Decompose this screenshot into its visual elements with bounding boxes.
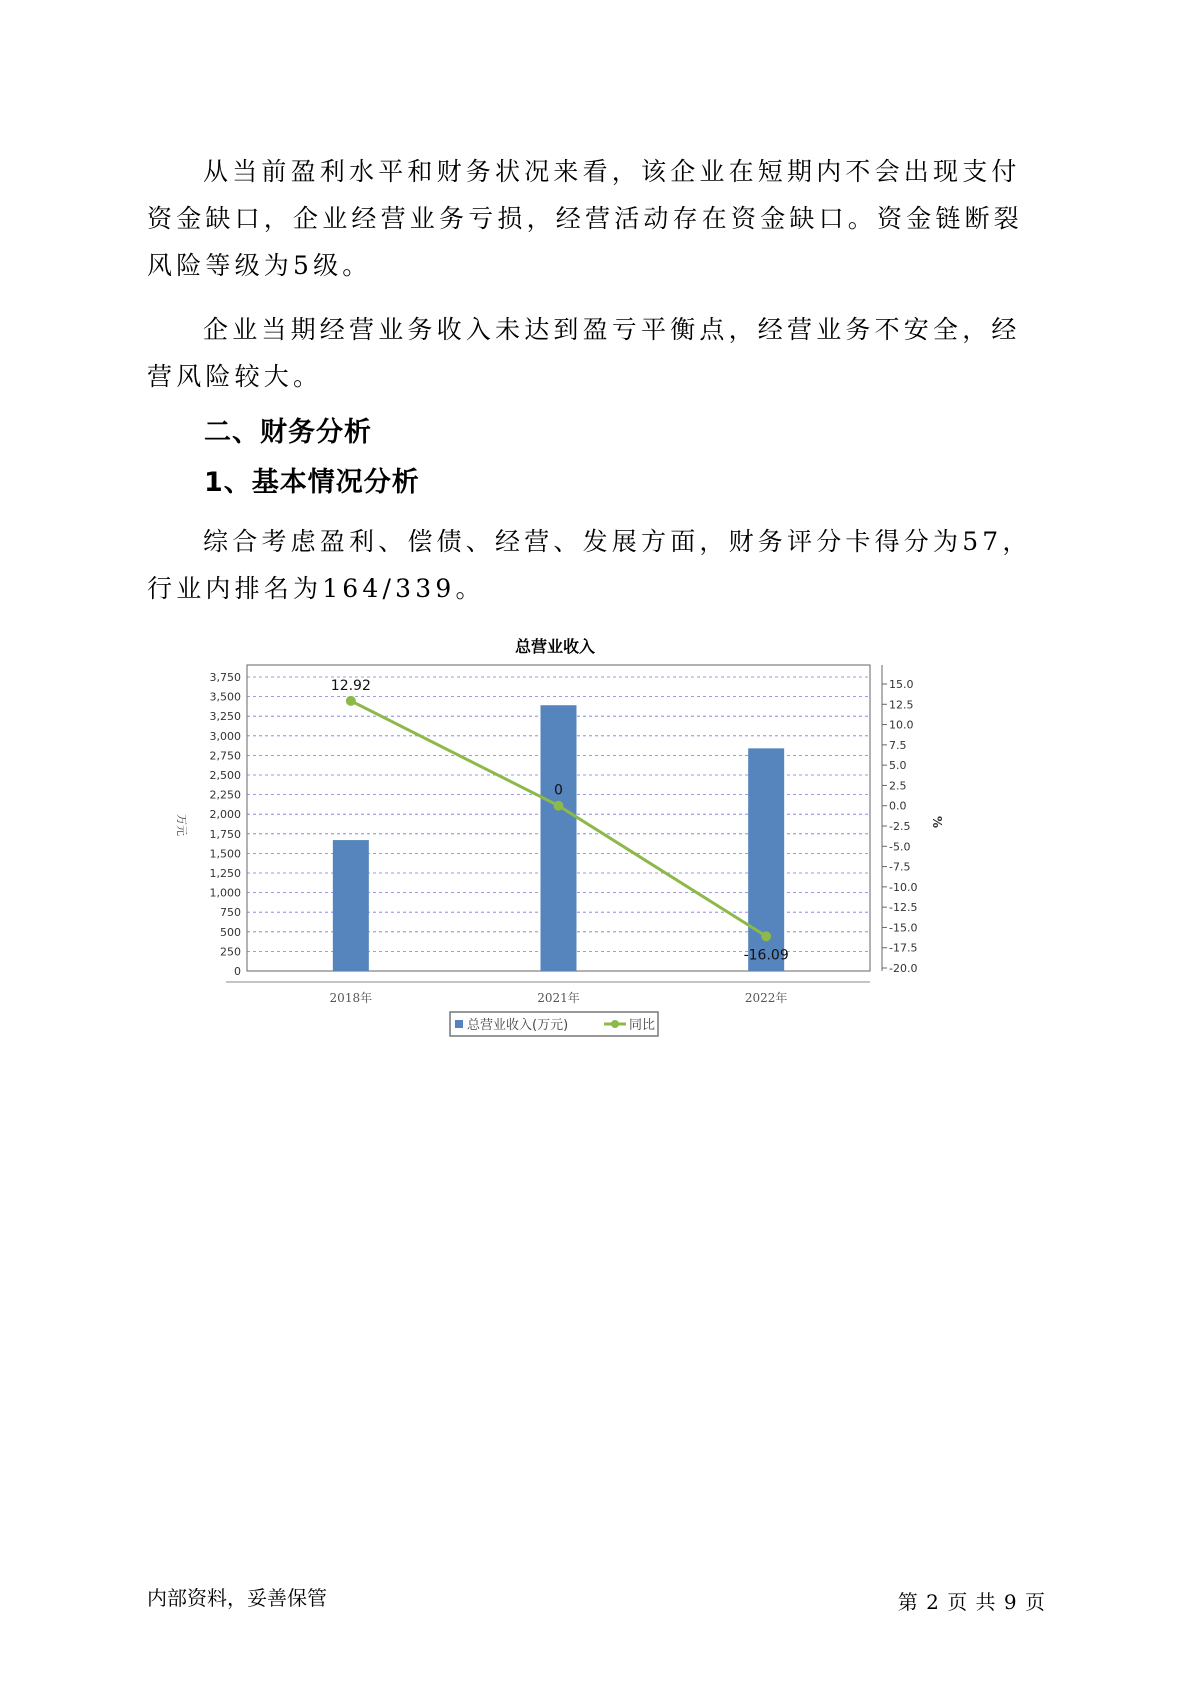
y2-tick-label: -5.0: [889, 840, 911, 854]
y2-tick-label: 5.0: [889, 759, 907, 773]
revenue-bar: [333, 840, 369, 971]
yoy-data-label: 12.92: [330, 677, 371, 694]
section-heading-financial-analysis: 二、财务分析: [204, 417, 372, 448]
subsection-heading-basic-analysis: 1、基本情况分析: [204, 467, 420, 498]
y-tick-label: 2,750: [209, 749, 241, 763]
x-tick-label: 2018年: [329, 991, 373, 1005]
y-tick-label: 250: [220, 945, 241, 959]
y-axis-label: 万元: [175, 814, 188, 836]
risk-paragraph: 从当前盈利水平和财务状况来看，该企业在短期内不会出现支付资金缺口，企业经营业务亏损，经营活动存在资金缺口。资金链断裂风险等级为5级。: [147, 157, 1024, 280]
footer-page-number: 第 2 页 共 9 页: [897, 1590, 1046, 1614]
revenue-bar: [541, 705, 577, 971]
y2-tick-label: -2.5: [889, 820, 911, 833]
revenue-chart-svg: [160, 630, 1020, 1090]
footer-confidential-note: 内部资料，妥善保管: [147, 1586, 327, 1610]
y2-tick-label: -7.5: [889, 860, 911, 874]
score-paragraph: 综合考虑盈利、偿债、经营、发展方面，财务评分卡得分为57，行业内排名为164/339。: [147, 527, 1032, 603]
chart-title: 总营业收入: [514, 637, 596, 656]
y-tick-label: 0: [234, 965, 241, 978]
x-tick-label: 2022年: [744, 991, 788, 1005]
y-tick-label: 3,500: [209, 690, 241, 704]
y2-tick-label: 2.5: [889, 779, 907, 793]
legend-line-marker: [611, 1020, 619, 1028]
y2-tick-label: 12.5: [889, 698, 914, 712]
y2-tick-label: -12.5: [889, 901, 918, 915]
legend-line-label: 同比: [629, 1018, 656, 1033]
y-tick-label: 3,750: [209, 671, 241, 684]
revenue-chart: [160, 630, 1020, 1090]
y-tick-label: 2,500: [209, 769, 241, 782]
y2-tick-label: 7.5: [889, 738, 907, 752]
y-tick-label: 3,250: [209, 710, 241, 724]
y2-axis-label: %: [930, 815, 944, 829]
yoy-point: [761, 931, 771, 941]
y-tick-label: 1,250: [209, 867, 241, 880]
y2-tick-label: 15.0: [889, 678, 914, 691]
y-tick-label: 1,750: [209, 827, 241, 841]
y-tick-label: 1,000: [209, 886, 241, 900]
y2-tick-label: 10.0: [889, 718, 914, 732]
y-tick-label: 500: [220, 925, 241, 939]
yoy-data-label: 0: [554, 782, 563, 799]
y2-tick-label: -20.0: [889, 962, 918, 975]
y-tick-label: 3,000: [209, 729, 241, 743]
y2-tick-label: -17.5: [889, 941, 918, 955]
business-risk-paragraph: 企业当期经营业务收入未达到盈亏平衡点，经营业务不安全，经营风险较大。: [147, 315, 1021, 391]
y2-tick-label: 0.0: [889, 799, 907, 813]
legend-bar-swatch: [455, 1020, 463, 1028]
y-tick-label: 2,250: [209, 788, 241, 802]
yoy-data-label: -16.09: [743, 947, 789, 964]
y-tick-label: 750: [220, 906, 241, 920]
y2-tick-label: -10.0: [889, 880, 918, 894]
y-tick-label: 1,500: [209, 847, 241, 861]
yoy-point: [554, 801, 564, 811]
yoy-point: [346, 696, 356, 706]
x-tick-label: 2021年: [537, 991, 580, 1005]
y-tick-label: 2,000: [209, 808, 241, 822]
legend-bar-label: 总营业收入(万元): [467, 1018, 569, 1033]
y2-tick-label: -15.0: [889, 921, 918, 935]
